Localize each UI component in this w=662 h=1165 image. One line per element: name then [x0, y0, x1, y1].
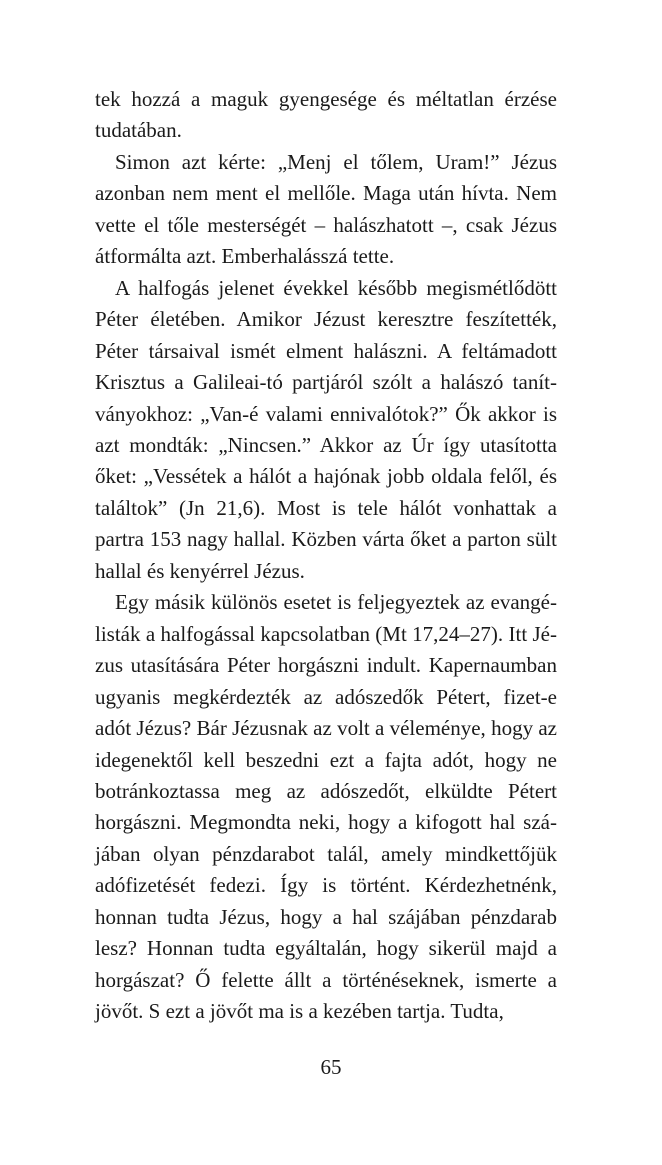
- page-body: [95, 84, 557, 1028]
- paragraph-4: Egy másik különös esetet is feljegyeztek az evangélisták a halfogással kapcsolatban (Mt 17,24–27). Itt Jézus utasítására Péter horgászni indult. Kapernaumban ugyanis megkérdezték az adószedők Pétert, fizet-e adót Jézus? Bár Jézusnak az volt a véleménye, hogy az idegenektől kell beszedni ezt a fajta adót, hogy ne botránkoztassa meg az adószedőt, elküldte Pétert horgászni. Megmondta neki, hogy a kifogott hal szájában olyan pénzdarabot talál, amely mindkettőjük adófizetését fedezi. Így is történt. Kérdezhetnénk, honnan tudta Jézus, hogy a hal szájában pénzdarab lesz? Honnan tudta egyáltalán, hogy sikerül majd a horgászat? Ő felette állt a történéseknek, ismerte a jövőt. S ezt a jövőt ma is a kezében tartja. Tudta,: [95, 590, 557, 1024]
- paragraph-2: Simon azt kérte: „Menj el tőlem, Uram!” Jézus azonban nem ment el mellőle. Maga után hívta. Nem vette el tőle mesterségét – halászhatott –, csak Jézus átformálta azt. Emberhalásszá tette.: [95, 149, 557, 269]
- paragraph-3: A halfogás jelenet évekkel később megismétlődött Péter életében. Amikor Jézust keresztre feszítették, Péter társaival ismét elment halászni. A feltámadott Krisztus a Galileai-tó partjáról szólt a halászó tanítványokhoz: „Van-é valami ennivalótok?” Ők akkor is azt mondták: „Nincsen.” Akkor az Úr így utasította őket: „Vessétek a hálót a hajónak jobb oldala felől, és találtok” (Jn 21,6). Most is tele hálót vonhattak a partra 153 nagy hallal. Közben várta őket a parton sült hallal és kenyérrel Jézus.: [95, 275, 557, 583]
- paragraph-1: tek hozzá a maguk gyengesége és méltatlan érzése tudatában.: [95, 87, 557, 143]
- page-number: 65: [320, 1055, 342, 1079]
